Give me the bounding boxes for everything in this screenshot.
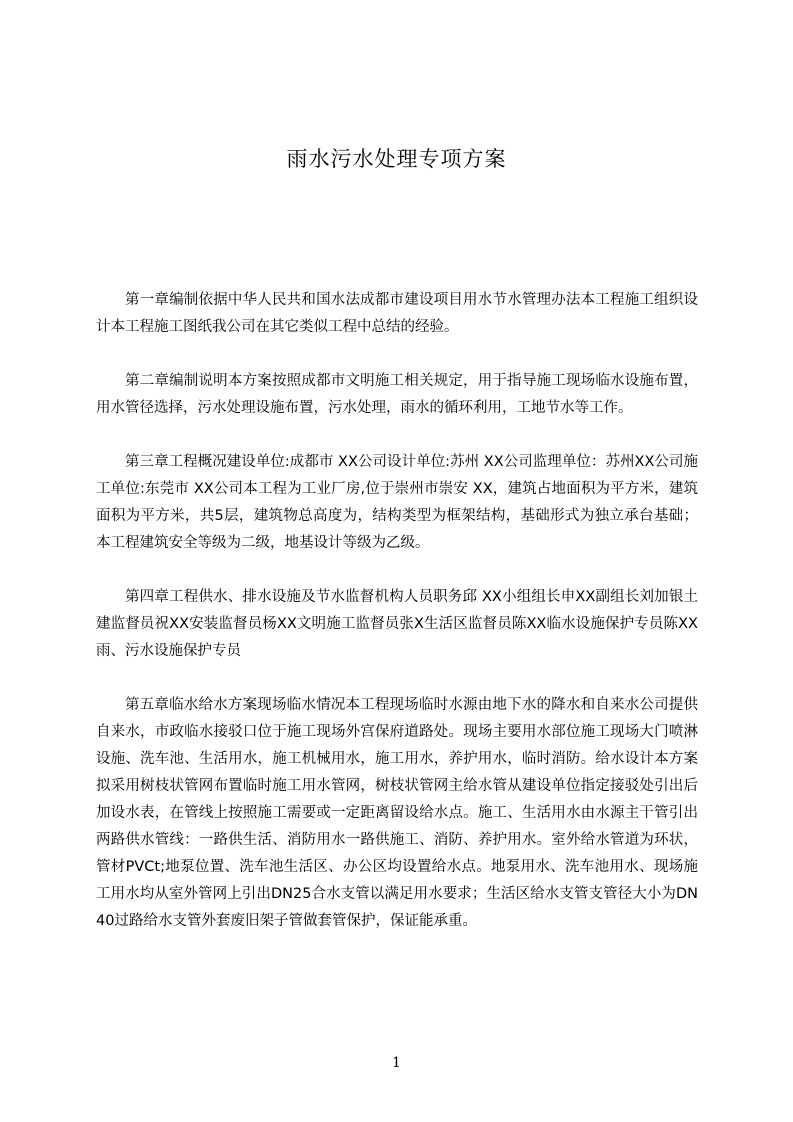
paragraph-chapter-1: 第一章编制依据中华人民共和国水法成都市建设项目用水节水管理办法本工程施工组织设计本工程施工图纸我公司在其它类似工程中总结的经验。 (96, 292, 698, 335)
document-body (96, 287, 698, 962)
paragraph-chapter-3: 第三章工程概况建设单位:成都市 XX公司设计单位:苏州 XX公司监理单位：苏州XX公司施工单位:东莞市 XX公司本工程为工业厂房,位于崇州市崇安 XX，建筑占地面积为平方米，建筑面积为平方米，共5层，建筑物总高度为，结构类型为框架结构，基础形式为独立承台基础；本工程建筑安全等级为二级，地基设计等级为乙级。 (96, 454, 698, 551)
document-title: 雨水污水处理专项方案 (286, 147, 507, 171)
paragraph-chapter-4: 第四章工程供水、排水设施及节水监督机构人员职务邱 XX小组组长申XX副组长刘加银土建监督员祝XX安装监督员杨XX文明施工监督员张X生活区监督员陈XX临水设施保护专员陈XX雨、污水设施保护专员 (96, 589, 698, 659)
paragraph-chapter-5: 第五章临水给水方案现场临水情况本工程现场临时水源由地下水的降水和自来水公司提供自来水，市政临水接驳口位于施工现场外宫保府道路处。现场主要用水部位施工现场大门喷淋设施、洗车池、生活用水，施工机械用水，施工用水，养护用水，临时消防。给水设计本方案拟采用树枝状管网布置临时施工用水管网，树枝状管网主给水管从建设单位指定接驳处引出后加设水表，在管线上按照施工需要或一定距离留设给水点。施工、生活用水由水源主干管引出两路供水管线：一路供生活、消防用水一路供施工、消防、养护用水。室外给水管道为环状，管材PVCt;地泵位置、洗车池生活区、办公区均设置给水点。地泵用水、洗车池用水、现场施工用水均从室外管网上引出DN25合水支管以满足用水要求；生活区给水支管支管径大小为DN40过路给水支管外套废旧架子管做套管保护，保证能承重。 (96, 697, 698, 929)
paragraph-chapter-2: 第二章编制说明本方案按照成都市文明施工相关规定，用于指导施工现场临水设施布置，用水管径选择，污水处理设施布置，污水处理，雨水的循环利用，工地节水等工作。 (96, 373, 698, 416)
page-number: 1 (392, 1055, 401, 1071)
